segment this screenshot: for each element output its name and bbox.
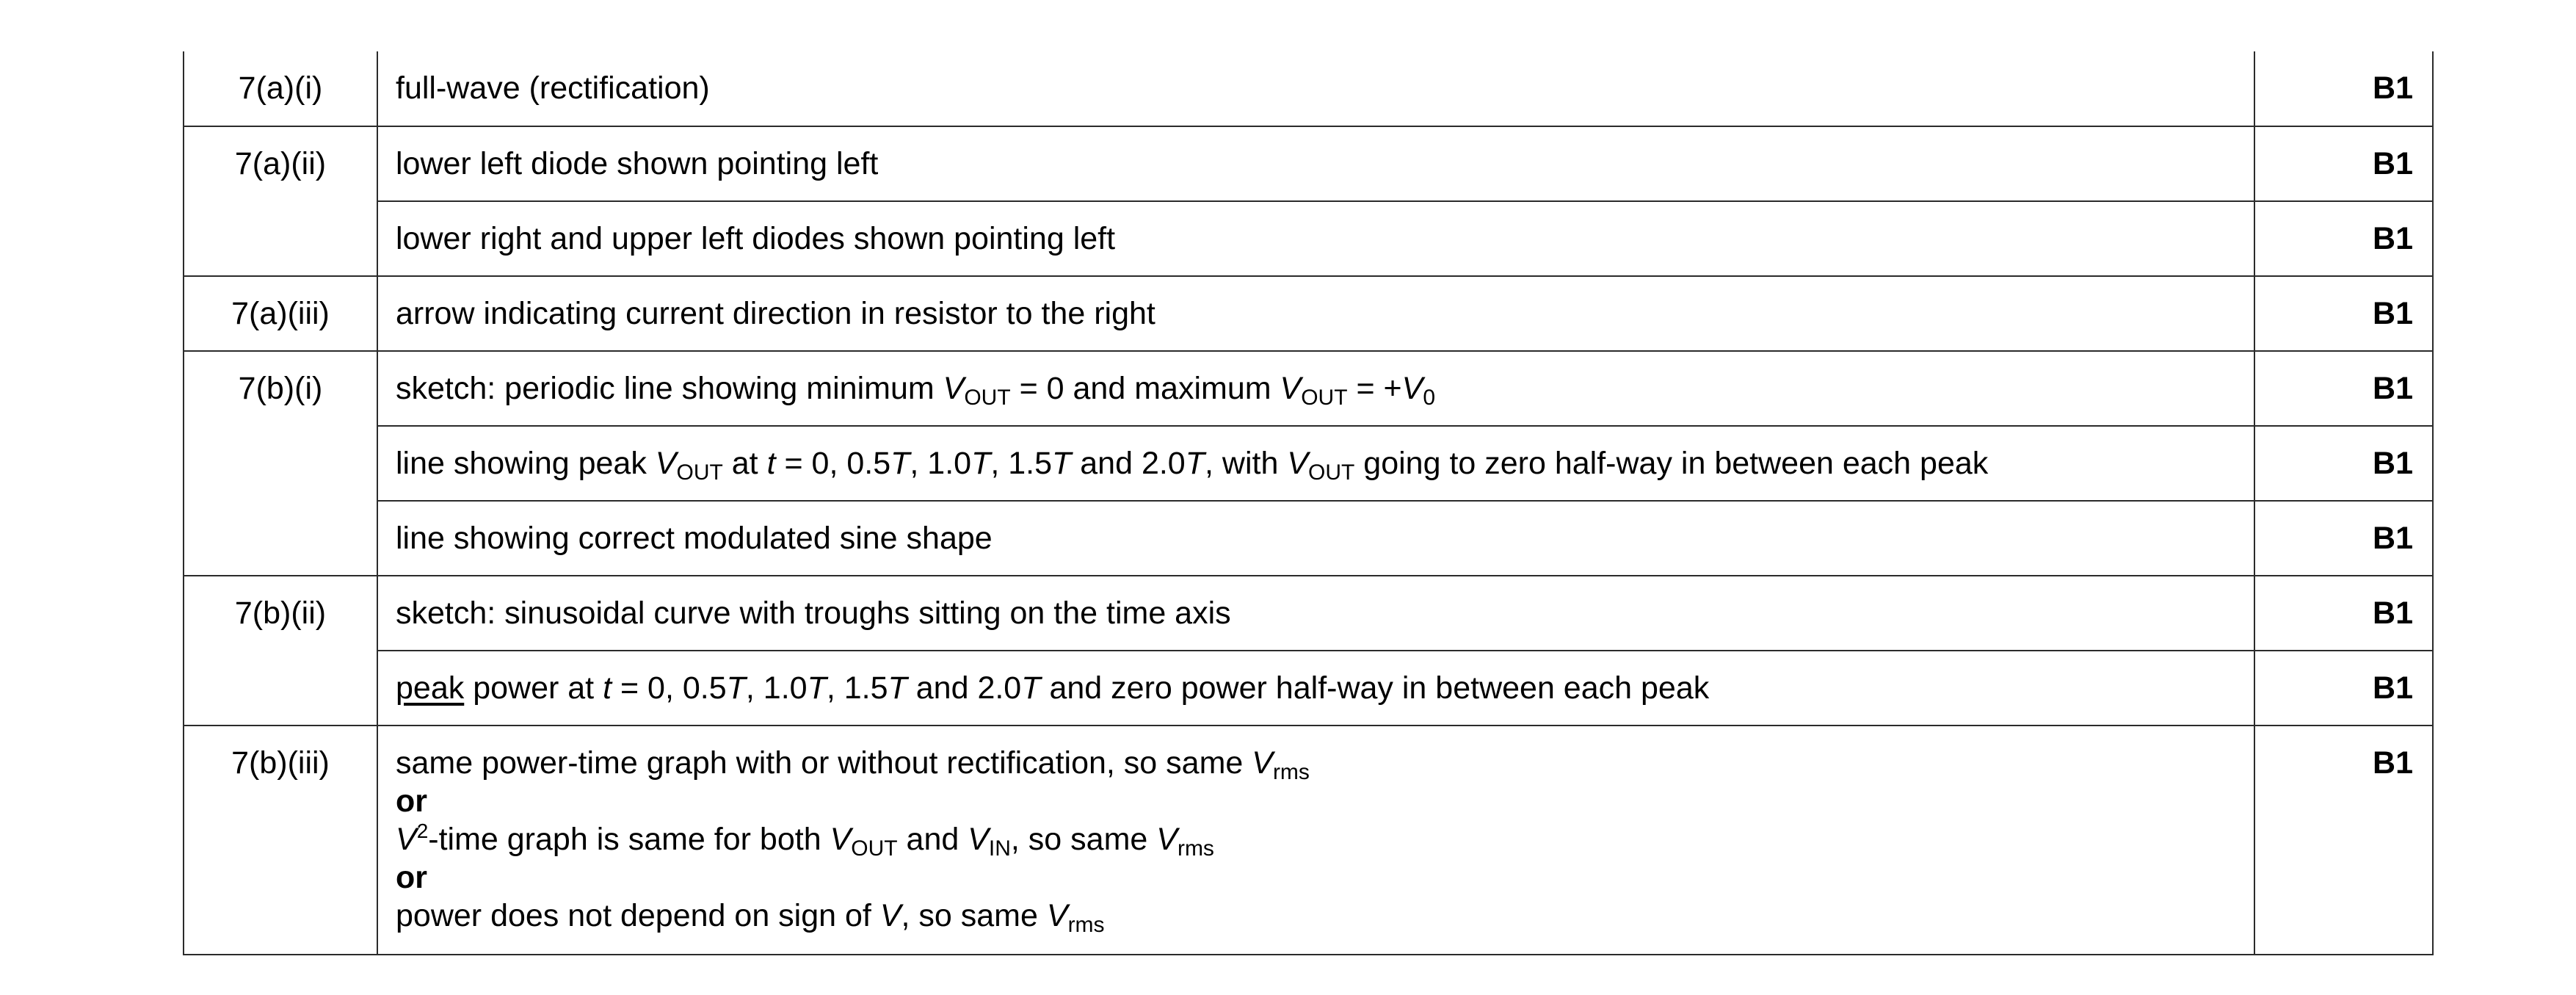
subscript-out: OUT — [964, 386, 1011, 410]
symbol-T: T — [1052, 446, 1072, 481]
answer-line — [396, 744, 2254, 782]
symbol-T: T — [1021, 670, 1041, 706]
subscript-rms: rms — [1067, 913, 1105, 937]
answer-text: and — [897, 822, 968, 857]
question-number: 7(a)(iii) — [184, 276, 377, 351]
answer-text: arrow indicating current direction in resistor to the right — [396, 296, 1155, 331]
answer-text: and 2.0 — [1071, 446, 1186, 481]
answer-text: lower left diode shown pointing left — [396, 146, 879, 181]
answer-text: sketch: periodic line showing minimum — [396, 371, 943, 406]
answer-cell — [377, 576, 2254, 651]
answer-cell — [377, 426, 2254, 501]
answer-text: at — [722, 446, 767, 481]
answer-text: , 1.5 — [990, 446, 1053, 481]
symbol-t: t — [766, 446, 776, 481]
table-row — [184, 126, 2433, 201]
answer-text: line showing correct modulated sine shape — [396, 521, 993, 556]
subscript-out: OUT — [676, 460, 723, 485]
answer-line — [396, 897, 2254, 935]
table-row — [184, 201, 2433, 276]
symbol-v: V — [1252, 745, 1273, 781]
question-number: 7(b)(ii) — [184, 576, 377, 726]
mark-cell: B1 — [2254, 276, 2433, 351]
answer-text: -time graph is same for both — [428, 822, 830, 857]
table-row — [184, 726, 2433, 955]
answer-text: = 0 and maximum — [1010, 371, 1280, 406]
table-row — [184, 651, 2433, 726]
answer-text: = 0, 0.5 — [775, 446, 891, 481]
question-number: 7(b)(iii) — [184, 726, 377, 955]
table-row — [184, 351, 2433, 426]
answer-text: line showing peak — [396, 446, 656, 481]
table-row — [184, 276, 2433, 351]
answer-text: , with — [1205, 446, 1288, 481]
subscript-out: OUT — [1308, 460, 1355, 485]
subscript-rms: rms — [1272, 760, 1310, 784]
symbol-v: V — [968, 822, 989, 857]
symbol-v: V — [1156, 822, 1178, 857]
subscript-out: OUT — [851, 836, 898, 861]
symbol-v: V — [830, 822, 852, 857]
subscript-rms: rms — [1177, 836, 1214, 861]
subscript-0: 0 — [1423, 386, 1436, 410]
subscript-out: OUT — [1301, 386, 1348, 410]
symbol-v: V — [1287, 446, 1309, 481]
symbol-v: V — [396, 822, 417, 857]
superscript-2: 2 — [416, 819, 429, 842]
table-row — [184, 576, 2433, 651]
answer-cell — [377, 651, 2254, 726]
symbol-T: T — [1185, 446, 1205, 481]
answer-text: and 2.0 — [907, 670, 1022, 706]
answer-text: , 1.5 — [826, 670, 888, 706]
answer-line — [396, 819, 2254, 861]
mark-scheme-table — [183, 51, 2434, 955]
symbol-v: V — [943, 371, 965, 406]
answer-cell — [377, 51, 2254, 126]
answer-text: , so same — [1010, 822, 1157, 857]
answer-text: same power-time graph with or without rectification, so same — [396, 745, 1252, 781]
answer-text: = + — [1347, 371, 1402, 406]
underlined-keyword: peak — [396, 670, 465, 706]
answer-text: , so same — [901, 898, 1047, 933]
answer-text: , 1.0 — [745, 670, 808, 706]
mark-cell: B1 — [2254, 426, 2433, 501]
question-number: 7(a)(ii) — [184, 126, 377, 276]
answer-text: lower right and upper left diodes shown pointing left — [396, 221, 1116, 256]
mark-cell: B1 — [2254, 126, 2433, 201]
answer-text: , 1.0 — [910, 446, 972, 481]
symbol-v: V — [1280, 371, 1302, 406]
symbol-v: V — [655, 446, 677, 481]
mark-cell: B1 — [2254, 51, 2433, 126]
answer-cell — [377, 276, 2254, 351]
mark-cell: B1 — [2254, 726, 2433, 955]
answer-cell — [377, 201, 2254, 276]
table-row — [184, 426, 2433, 501]
answer-text: full-wave (rectification) — [396, 70, 710, 106]
symbol-T: T — [726, 670, 746, 706]
symbol-T: T — [807, 670, 827, 706]
symbol-T: T — [971, 446, 991, 481]
answer-text: power does not depend on sign of — [396, 898, 880, 933]
symbol-v: V — [1401, 371, 1423, 406]
answer-cell — [377, 351, 2254, 426]
mark-cell: B1 — [2254, 201, 2433, 276]
answer-cell — [377, 726, 2254, 955]
answer-text: and zero power half-way in between each peak — [1040, 670, 1710, 706]
symbol-v: V — [1046, 898, 1068, 933]
symbol-v: V — [879, 898, 901, 933]
answer-cell — [377, 126, 2254, 201]
question-number: 7(b)(i) — [184, 351, 377, 576]
symbol-t: t — [603, 670, 612, 706]
or-separator: or — [396, 860, 427, 895]
table-row — [184, 51, 2433, 126]
table-row — [184, 501, 2433, 576]
answer-text: sketch: sinusoidal curve with troughs sitting on the time axis — [396, 596, 1231, 631]
mark-cell: B1 — [2254, 576, 2433, 651]
mark-cell: B1 — [2254, 351, 2433, 426]
mark-cell: B1 — [2254, 501, 2433, 576]
symbol-T: T — [888, 670, 907, 706]
answer-cell — [377, 501, 2254, 576]
answer-text: = 0, 0.5 — [612, 670, 727, 706]
symbol-T: T — [890, 446, 910, 481]
or-separator: or — [396, 784, 427, 819]
answer-text: power at — [464, 670, 603, 706]
answer-text: going to zero half-way in between each peak — [1354, 446, 1989, 481]
question-number: 7(a)(i) — [184, 51, 377, 126]
subscript-in: IN — [988, 836, 1011, 861]
mark-cell: B1 — [2254, 651, 2433, 726]
